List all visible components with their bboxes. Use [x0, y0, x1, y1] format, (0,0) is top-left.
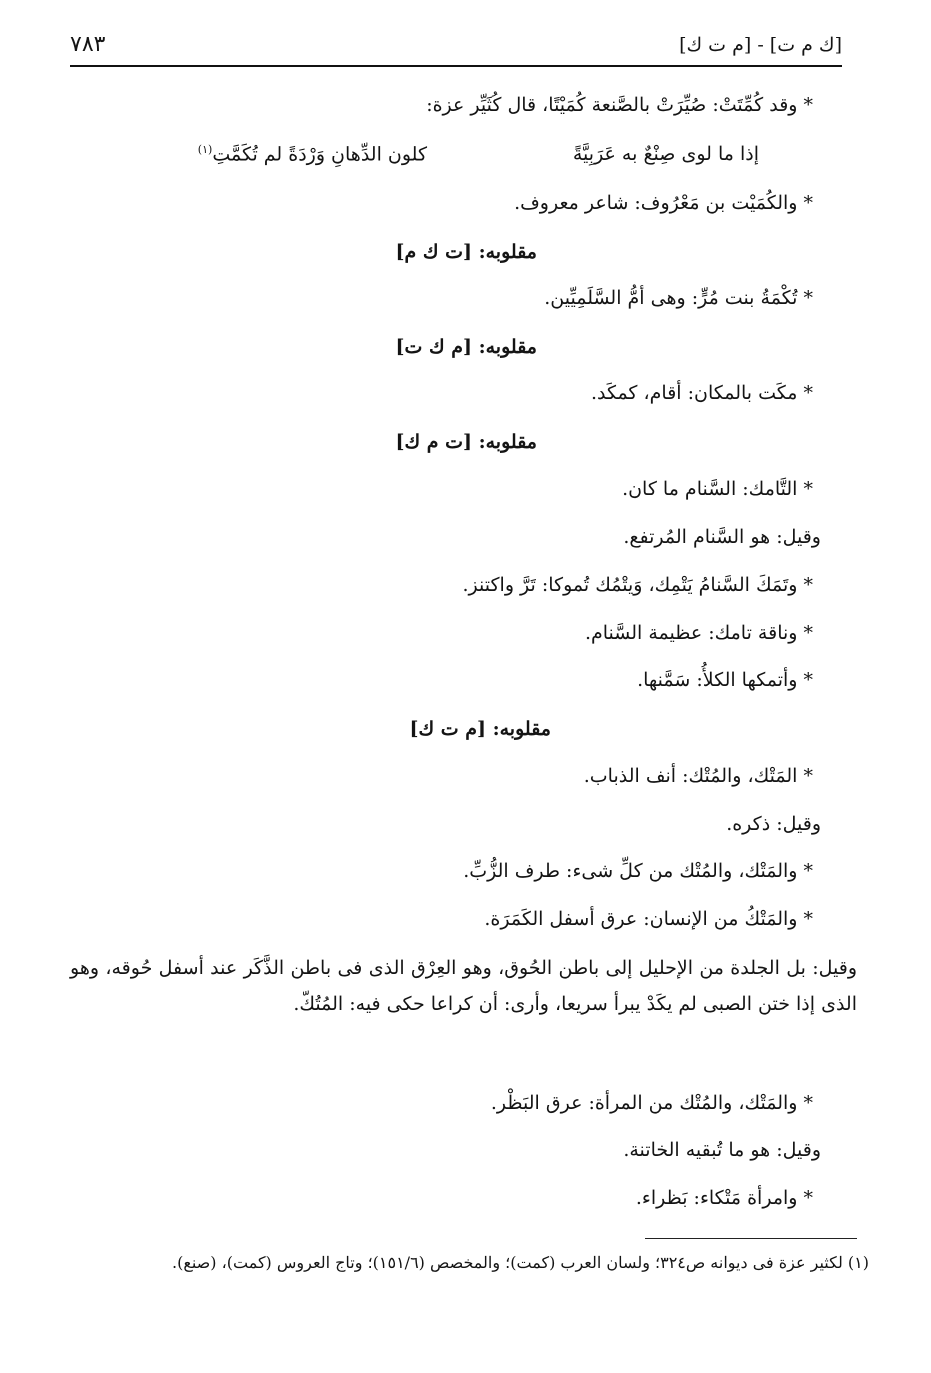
section-heading: مقلوبه: [ت م ك]	[395, 431, 537, 453]
entry-line: * وأتمكها الكلأُ: سَمَّنها.	[637, 669, 813, 691]
section-heading: مقلوبه: [م ت ك]	[409, 718, 551, 740]
entry-line: وقيل: ذكره.	[726, 813, 821, 835]
verse-second-text: كلون الدِّهانِ وَرْدَةً لم تُكَمَّتِ	[212, 143, 427, 166]
footnote-rule	[645, 1238, 857, 1239]
entry-line: * مكَت بالمكان: أقام، كمكَد.	[590, 382, 813, 404]
entry-line: * وتَمَكَ السَّنامُ يَتْمِك، وَيتْمُك تُموكا: تَرَّ واكتنز.	[462, 574, 813, 596]
entry-line: * المَتْك، والمُتْك: أنف الذباب.	[583, 765, 813, 787]
verse-second-hemistich	[198, 143, 427, 165]
page-number: ٧٨٣	[70, 32, 106, 57]
entry-line: * والمَتْكُ من الإنسان: عرق أسفل الكَمَرَة.	[484, 908, 813, 930]
entry-line: * والكُمَيْت بن مَعْرُوف: شاعر معروف.	[514, 192, 813, 214]
entry-line: وقيل: هو السَّنام المُرتفع.	[623, 526, 821, 548]
footnote-marker: (١)	[197, 143, 213, 156]
section-heading: مقلوبه: [ت ك م]	[395, 241, 537, 263]
footnote: (١) لكثير عزة فى ديوانه ص٣٢٤؛ ولسان العرب (كمت)؛ والمخصص (١٥١/٦)؛ وتاج العروس (كمت)، (صنع).	[171, 1253, 869, 1272]
header-rule	[70, 65, 842, 67]
entry-line: * وقد كُمِّتَتْ: صُيِّرَتْ بالصَّنعة كُمَيْتًا، قال كُثَيِّر عزة:	[426, 94, 813, 116]
entry-line: * والمَتْك، والمُتْك من كلِّ شىء: طرف الزُّبِّ.	[463, 860, 813, 882]
root-range-label: [ك م ت] - [م ت ك]	[679, 34, 842, 56]
entry-line: * وامرأة مَتْكاء: بَظراء.	[635, 1187, 813, 1209]
verse-first-hemistich: إذا ما لوى صِنْعٌ به عَرَبِيَّةً	[572, 143, 759, 165]
entry-line: * التَّامك: السَّنام ما كان.	[622, 478, 813, 500]
entry-line: * وناقة تامك: عظيمة السَّنام.	[584, 622, 813, 644]
entry-line: * والمَتْك، والمُتْك من المرأة: عرق البَظْر.	[490, 1092, 813, 1114]
running-header	[70, 30, 842, 64]
paragraph: وقيل: بل الجلدة من الإحليل إلى باطن الحُوق، وهو العِرْق الذى فى باطن الذَّكَر عند أسفل حُوقه، وهو الذى إذا ختن الصبى لم يكَدْ يبرأ سريعا، وأرى: أن كراعا حكى فيه: المُتُكّ.	[70, 957, 857, 1015]
entry-line: * تُكْمَةُ بنت مُرٍّ: وهى أمُّ السَّلَمِيِّين.	[544, 287, 813, 309]
section-heading: مقلوبه: [م ك ت]	[395, 336, 537, 358]
entry-line: وقيل: هو ما تُبقيه الخاتنة.	[623, 1139, 821, 1161]
